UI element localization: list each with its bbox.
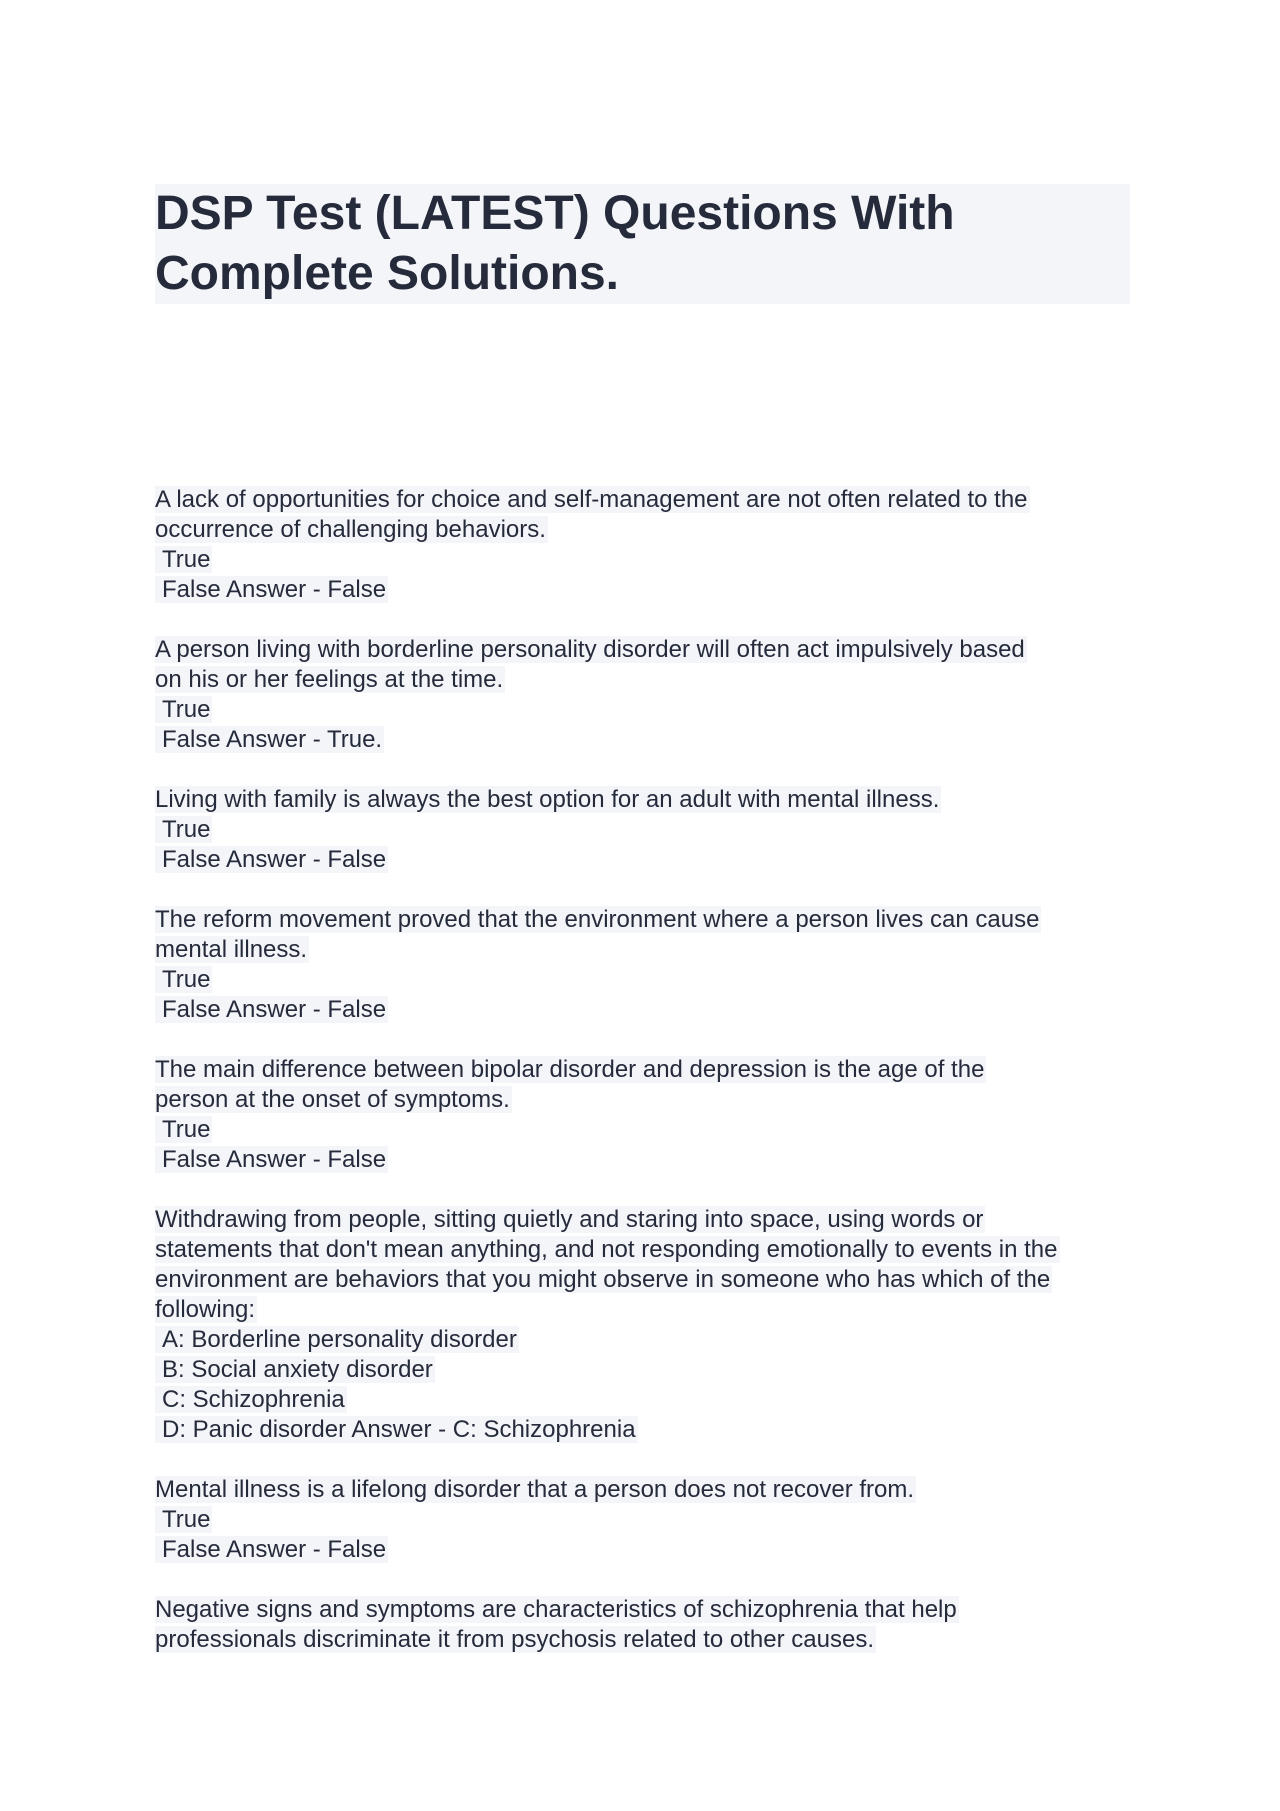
question-item [155,635,1130,755]
answer-option-text: True [155,696,212,723]
question-text: A lack of opportunities for choice and self-management are not often related to the [155,486,1028,513]
answer-option [155,695,1130,725]
title-block [155,184,1130,304]
answer-option [155,575,1130,605]
question-text-line [155,515,1130,545]
question-text: The reform movement proved that the environment where a person lives can cause [155,906,1040,933]
title-line-2: Complete Solutions. [155,247,620,300]
answer-option [155,1415,1130,1445]
question-text: occurrence of challenging behaviors. [155,516,546,543]
answer-option-text: True [155,816,212,843]
question-item [155,1475,1130,1565]
answer-option [155,1145,1130,1175]
answer-option-text: True [155,1116,212,1143]
question-text: environment are behaviors that you might observe in someone who has which of the [155,1266,1051,1293]
answer-option [155,545,1130,575]
answer-option [155,1385,1130,1415]
answer-option-text: True [155,1506,212,1533]
question-text: A person living with borderline personality disorder will often act impulsively based [155,636,1025,663]
question-text-line [155,665,1130,695]
question-text: person at the onset of symptoms. [155,1086,510,1113]
question-text-line [155,1625,1130,1655]
answer-option [155,1535,1130,1565]
answer-option-text: False Answer - False [155,846,388,873]
question-text-line [155,1085,1130,1115]
document-page [155,184,1130,1685]
answer-option-text: False Answer - False [155,1146,388,1173]
answer-option-text: A: Borderline personality disorder [155,1326,519,1353]
answer-option-text: False Answer - False [155,576,388,603]
answer-option [155,1505,1130,1535]
question-text: Negative signs and symptoms are characteristics of schizophrenia that help [155,1596,957,1623]
question-text: Withdrawing from people, sitting quietly and staring into space, using words or [155,1206,984,1233]
answer-option [155,815,1130,845]
answer-option-text: False Answer - False [155,1536,388,1563]
title-line-1: DSP Test (LATEST) Questions With [155,187,955,240]
question-item [155,1055,1130,1175]
question-item [155,905,1130,1025]
question-item [155,1205,1130,1445]
question-text: mental illness. [155,936,308,963]
answer-option-text: False Answer - True. [155,726,384,753]
question-text-line [155,905,1130,935]
answer-option [155,995,1130,1025]
question-text-line [155,935,1130,965]
page-title [155,184,1130,304]
question-text-line [155,1295,1130,1325]
question-text: The main difference between bipolar disorder and depression is the age of the [155,1056,985,1083]
question-text-line [155,1205,1130,1235]
answer-option-text: False Answer - False [155,996,388,1023]
question-text: on his or her feelings at the time. [155,666,504,693]
question-text: statements that don't mean anything, and not responding emotionally to events in the [155,1236,1058,1263]
answer-option [155,725,1130,755]
question-text-line [155,1475,1130,1505]
answer-option-text: C: Schizophrenia [155,1386,347,1413]
answer-option [155,845,1130,875]
question-text: following: [155,1296,256,1323]
question-item [155,785,1130,875]
answer-option-text: True [155,966,212,993]
answer-option [155,965,1130,995]
question-text: Living with family is always the best option for an adult with mental illness. [155,786,940,813]
question-text-line [155,1595,1130,1625]
question-text-line [155,635,1130,665]
question-text-line [155,485,1130,515]
question-list [155,485,1130,1655]
question-text-line [155,1235,1130,1265]
answer-option [155,1355,1130,1385]
question-item [155,1595,1130,1655]
question-text-line [155,785,1130,815]
answer-option-text: True [155,546,212,573]
question-text-line [155,1265,1130,1295]
question-text: Mental illness is a lifelong disorder that a person does not recover from. [155,1476,915,1503]
question-text-line [155,1055,1130,1085]
question-item [155,485,1130,605]
answer-option-text: D: Panic disorder Answer - C: Schizophrenia [155,1416,638,1443]
question-text: professionals discriminate it from psychosis related to other causes. [155,1626,874,1653]
answer-option [155,1115,1130,1145]
answer-option [155,1325,1130,1355]
answer-option-text: B: Social anxiety disorder [155,1356,435,1383]
